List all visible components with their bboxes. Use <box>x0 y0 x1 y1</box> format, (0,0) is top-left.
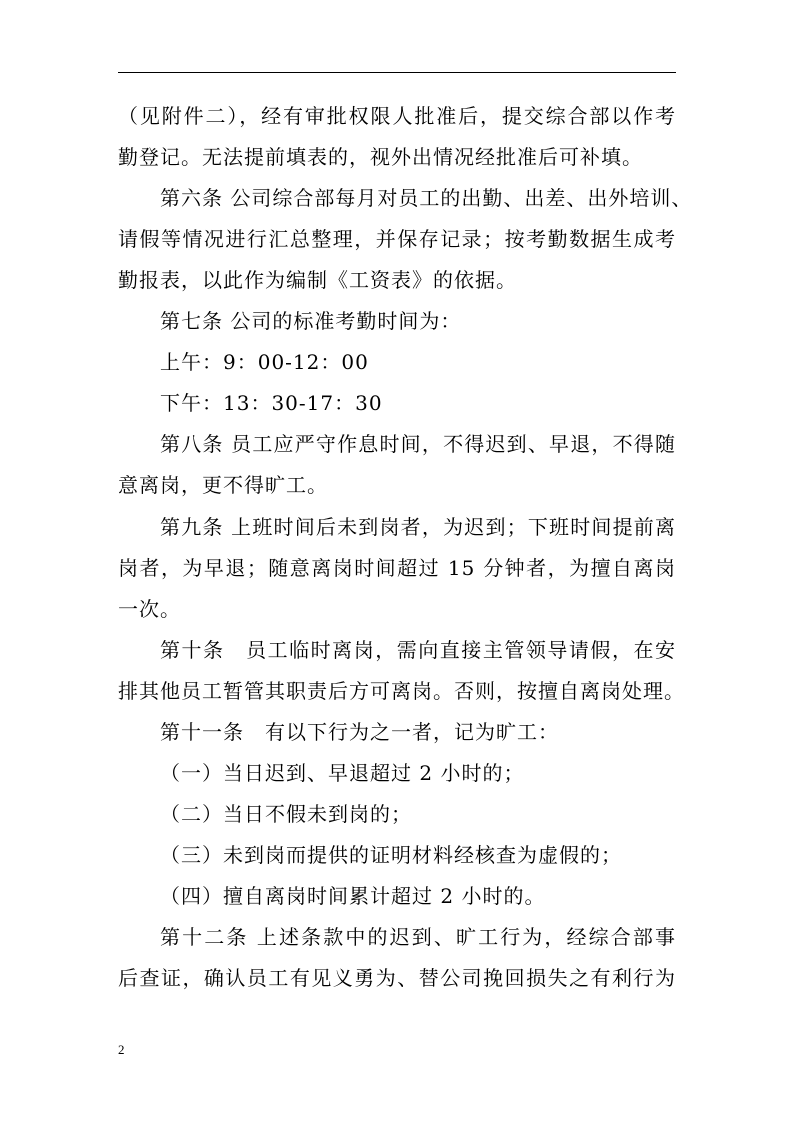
text-line: 排其他员工暂管其职责后方可离岗。否则，按擅自离岗处理。 <box>118 679 685 703</box>
article-11-line: 第十一条 有以下行为之一者，记为旷工： <box>160 720 559 744</box>
list-item: （四）擅自离岗时间累计超过 2 小时的。 <box>160 884 546 908</box>
list-item: （二）当日不假未到岗的； <box>160 802 412 826</box>
list-item: （三）未到岗而提供的证明材料经核查为虚假的； <box>160 843 622 867</box>
text-line: 勤登记。无法提前填表的，视外出情况经批准后可补填。 <box>118 145 643 169</box>
article-8-line: 第八条 员工应严守作息时间，不得迟到、早退，不得随 <box>160 432 676 456</box>
list-item: （一）当日迟到、早退超过 2 小时的； <box>160 761 525 785</box>
page-number: 2 <box>118 1042 125 1057</box>
text-line: 意离岗，更不得旷工。 <box>118 473 328 497</box>
article-12-line: 第十二条 上述条款中的迟到、旷工行为，经综合部事 <box>160 925 676 949</box>
text-line: 岗者，为早退；随意离岗时间超过 15 分钟者，为擅自离岗 <box>118 556 676 580</box>
text-line: 后查证，确认员工有见义勇为、替公司挽回损失之有利行为 <box>118 966 676 990</box>
text-line: 勤报表，以此作为编制《工资表》的依据。 <box>118 268 517 292</box>
article-6-line: 第六条 公司综合部每月对员工的出勤、出差、出外培训、 <box>160 186 693 210</box>
header-rule <box>118 72 676 73</box>
article-10-line: 第十条 员工临时离岗，需向直接主管领导请假，在安 <box>160 638 676 662</box>
morning-hours-line: 上午：9：00-12：00 <box>160 350 369 374</box>
text-line: 请假等情况进行汇总整理，并保存记录；按考勤数据生成考 <box>118 227 676 251</box>
article-9-line: 第九条 上班时间后未到岗者，为迟到；下班时间提前离 <box>160 515 676 539</box>
afternoon-hours-line: 下午：13：30-17：30 <box>160 391 383 415</box>
text-line: 一次。 <box>118 597 181 621</box>
article-7-line: 第七条 公司的标准考勤时间为： <box>160 309 462 333</box>
text-line: （见附件二），经有审批权限人批准后，提交综合部以作考 <box>118 104 676 128</box>
